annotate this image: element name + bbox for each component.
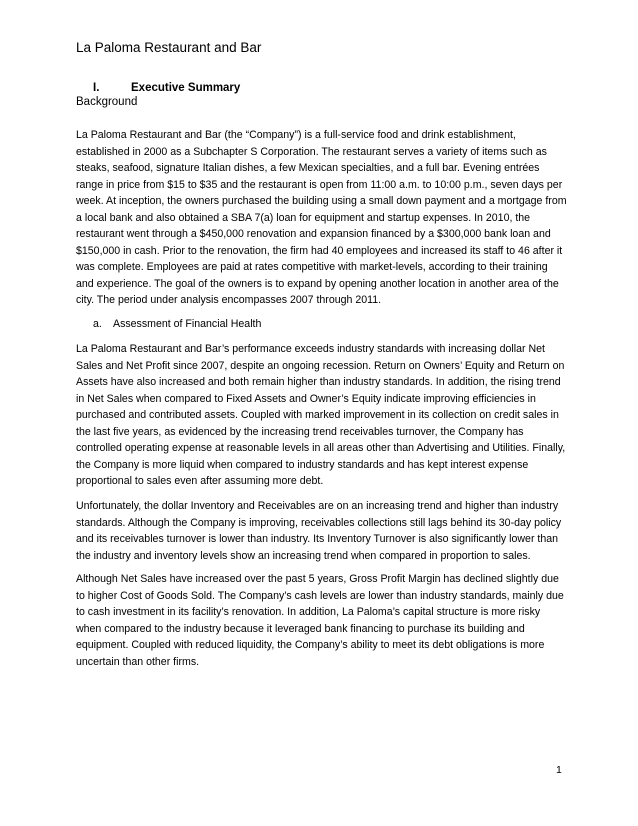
document-title: La Paloma Restaurant and Bar bbox=[76, 40, 262, 55]
section-label: Executive Summary bbox=[131, 82, 241, 94]
paragraph-financial-health: La Paloma Restaurant and Bar’s performance exceeds industry standards with increasing dollar Net Sales and Net Profit since 2007, despite an ongoing recession. Return on Owners’ Equity and Return on Assets have also increased and both remain higher than industry standards. In addition, the rising trend in Net Sales when compared to Fixed Assets and Owner’s Equity indicate improving efficiencies in purchased and contributed assets. Coupled with marked improvement in its collection on credit sales in the last five years, as evidenced by the increasing trend receivables turnover, the Company has controlled operating expense at reasonable levels in all areas other than Advertising and Utilities. Finally, the Company is more liquid when compared to industry standards and has kept interest expense proportional to sales even after assuming more debt. bbox=[76, 343, 566, 487]
paragraph-margins-liquidity: Although Net Sales have increased over the past 5 years, Gross Profit Margin has declined slightly due to higher Cost of Goods Sold. The Company’s cash levels are lower than industry standards, mainly due to cash investment in its facility’s renovation. In addition, La Paloma’s capital structure is more risky when compared to the industry because it leveraged bank financing to purchase its building and equipment. Coupled with reduced liquidity, the Company’s ability to meet its debt obligations is more uncertain than other firms. bbox=[76, 573, 564, 668]
section-heading bbox=[93, 82, 240, 94]
background-heading: Background bbox=[76, 96, 138, 108]
paragraph-inventory-receivables: Unfortunately, the dollar Inventory and Receivables are on an increasing trend and higher than industry standards. Although the Company is improving, receivables collections still lags behind its 30-day policy and its receivables turnover is lower than industry. Its Inventory Turnover is also significantly lower than the industry and inventory levels show an increasing trend when compared in proportion to sales. bbox=[76, 500, 562, 562]
page-number: 1 bbox=[556, 764, 562, 776]
section-number: I. bbox=[93, 82, 100, 94]
paragraph-background: La Paloma Restaurant and Bar (the “Company”) is a full-service food and drink establishment, established in 2000 as a Subchapter S Corporation. The restaurant serves a variety of items such as steaks, seafood, signature Italian dishes, a few Mexican specialties, and a full bar. Evening entrées range in price from $15 to $35 and the restaurant is open from 11:00 a.m. to 10:00 p.m., seven days per week. At inception, the owners purchased the building using a small down payment and a mortgage from a local bank and also obtained a SBA 7(a) loan for equipment and startup expenses. In 2010, the restaurant went through a $450,000 renovation and expansion financed by a $300,000 bank loan and $150,000 in cash. Prior to the renovation, the firm had 40 employees and increased its staff to 46 after it was complete. Employees are paid at rates competitive with market-levels, according to their training and experience. The goal of the owners is to expand by opening another location in another area of the city. The period under analysis encompasses 2007 through 2011. bbox=[76, 129, 567, 306]
subsection-number: a. bbox=[93, 318, 102, 330]
subsection-label: Assessment of Financial Health bbox=[113, 318, 262, 330]
subsection-heading bbox=[93, 318, 261, 330]
